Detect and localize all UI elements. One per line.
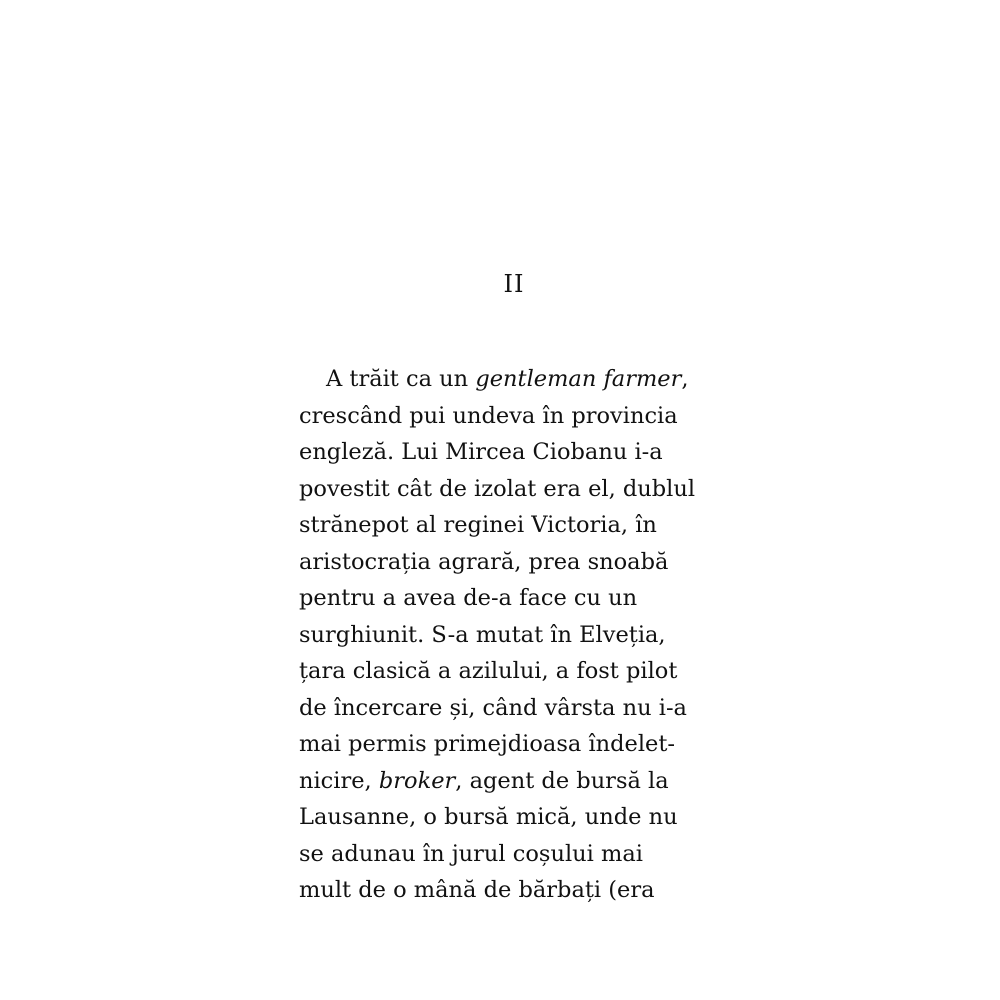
- text-segment: engleză. Lui Mircea Ciobanu i-a: [299, 439, 663, 465]
- text-segment: povestit cât de izolat era el, dublul: [299, 475, 696, 502]
- text-line: [299, 872, 727, 909]
- text-segment: Lausanne, o bursă mică, unde nu: [299, 804, 678, 830]
- chapter-heading: II: [503, 270, 525, 298]
- text-segment: A trăit ca un: [326, 366, 476, 392]
- text-line: [299, 799, 727, 836]
- text-segment: mai permis primejdioasa îndelet-: [299, 731, 676, 757]
- text-segment: se adunau în jurul coșului mai: [299, 840, 643, 867]
- text-segment: strănepot al reginei Victoria, în: [299, 512, 657, 538]
- text-segment: ,: [681, 366, 689, 392]
- text-line: [299, 617, 727, 654]
- text-line: [299, 690, 727, 727]
- text-line: [299, 580, 727, 617]
- text-line: [299, 726, 727, 763]
- text-segment: surghiunit. S-a mutat în Elveția,: [299, 621, 666, 648]
- text-line: [299, 544, 727, 581]
- text-segment-italic: broker: [378, 767, 456, 794]
- text-segment: crescând pui undeva în provincia: [299, 402, 678, 429]
- text-line: [299, 398, 727, 435]
- text-segment: nicire,: [299, 767, 379, 794]
- text-line: [299, 434, 727, 471]
- body-paragraph: [299, 361, 727, 909]
- text-line: [299, 471, 727, 508]
- text-segment: , agent de bursă la: [455, 767, 669, 794]
- text-segment-italic: gentleman farmer: [475, 366, 682, 392]
- text-segment: mult de o mână de bărbați (era: [299, 877, 655, 903]
- text-segment: pentru a avea de-a face cu un: [299, 585, 638, 611]
- text-line: [299, 653, 727, 690]
- text-line: [299, 763, 727, 800]
- text-segment: de încercare și, când vârsta nu i-a: [299, 694, 687, 721]
- text-segment: țara clasică a azilului, a fost pilot: [299, 658, 678, 684]
- text-line: [299, 507, 727, 544]
- text-segment: aristocrația agrară, prea snoabă: [299, 548, 669, 575]
- text-line: [299, 836, 727, 873]
- text-line: [299, 361, 727, 398]
